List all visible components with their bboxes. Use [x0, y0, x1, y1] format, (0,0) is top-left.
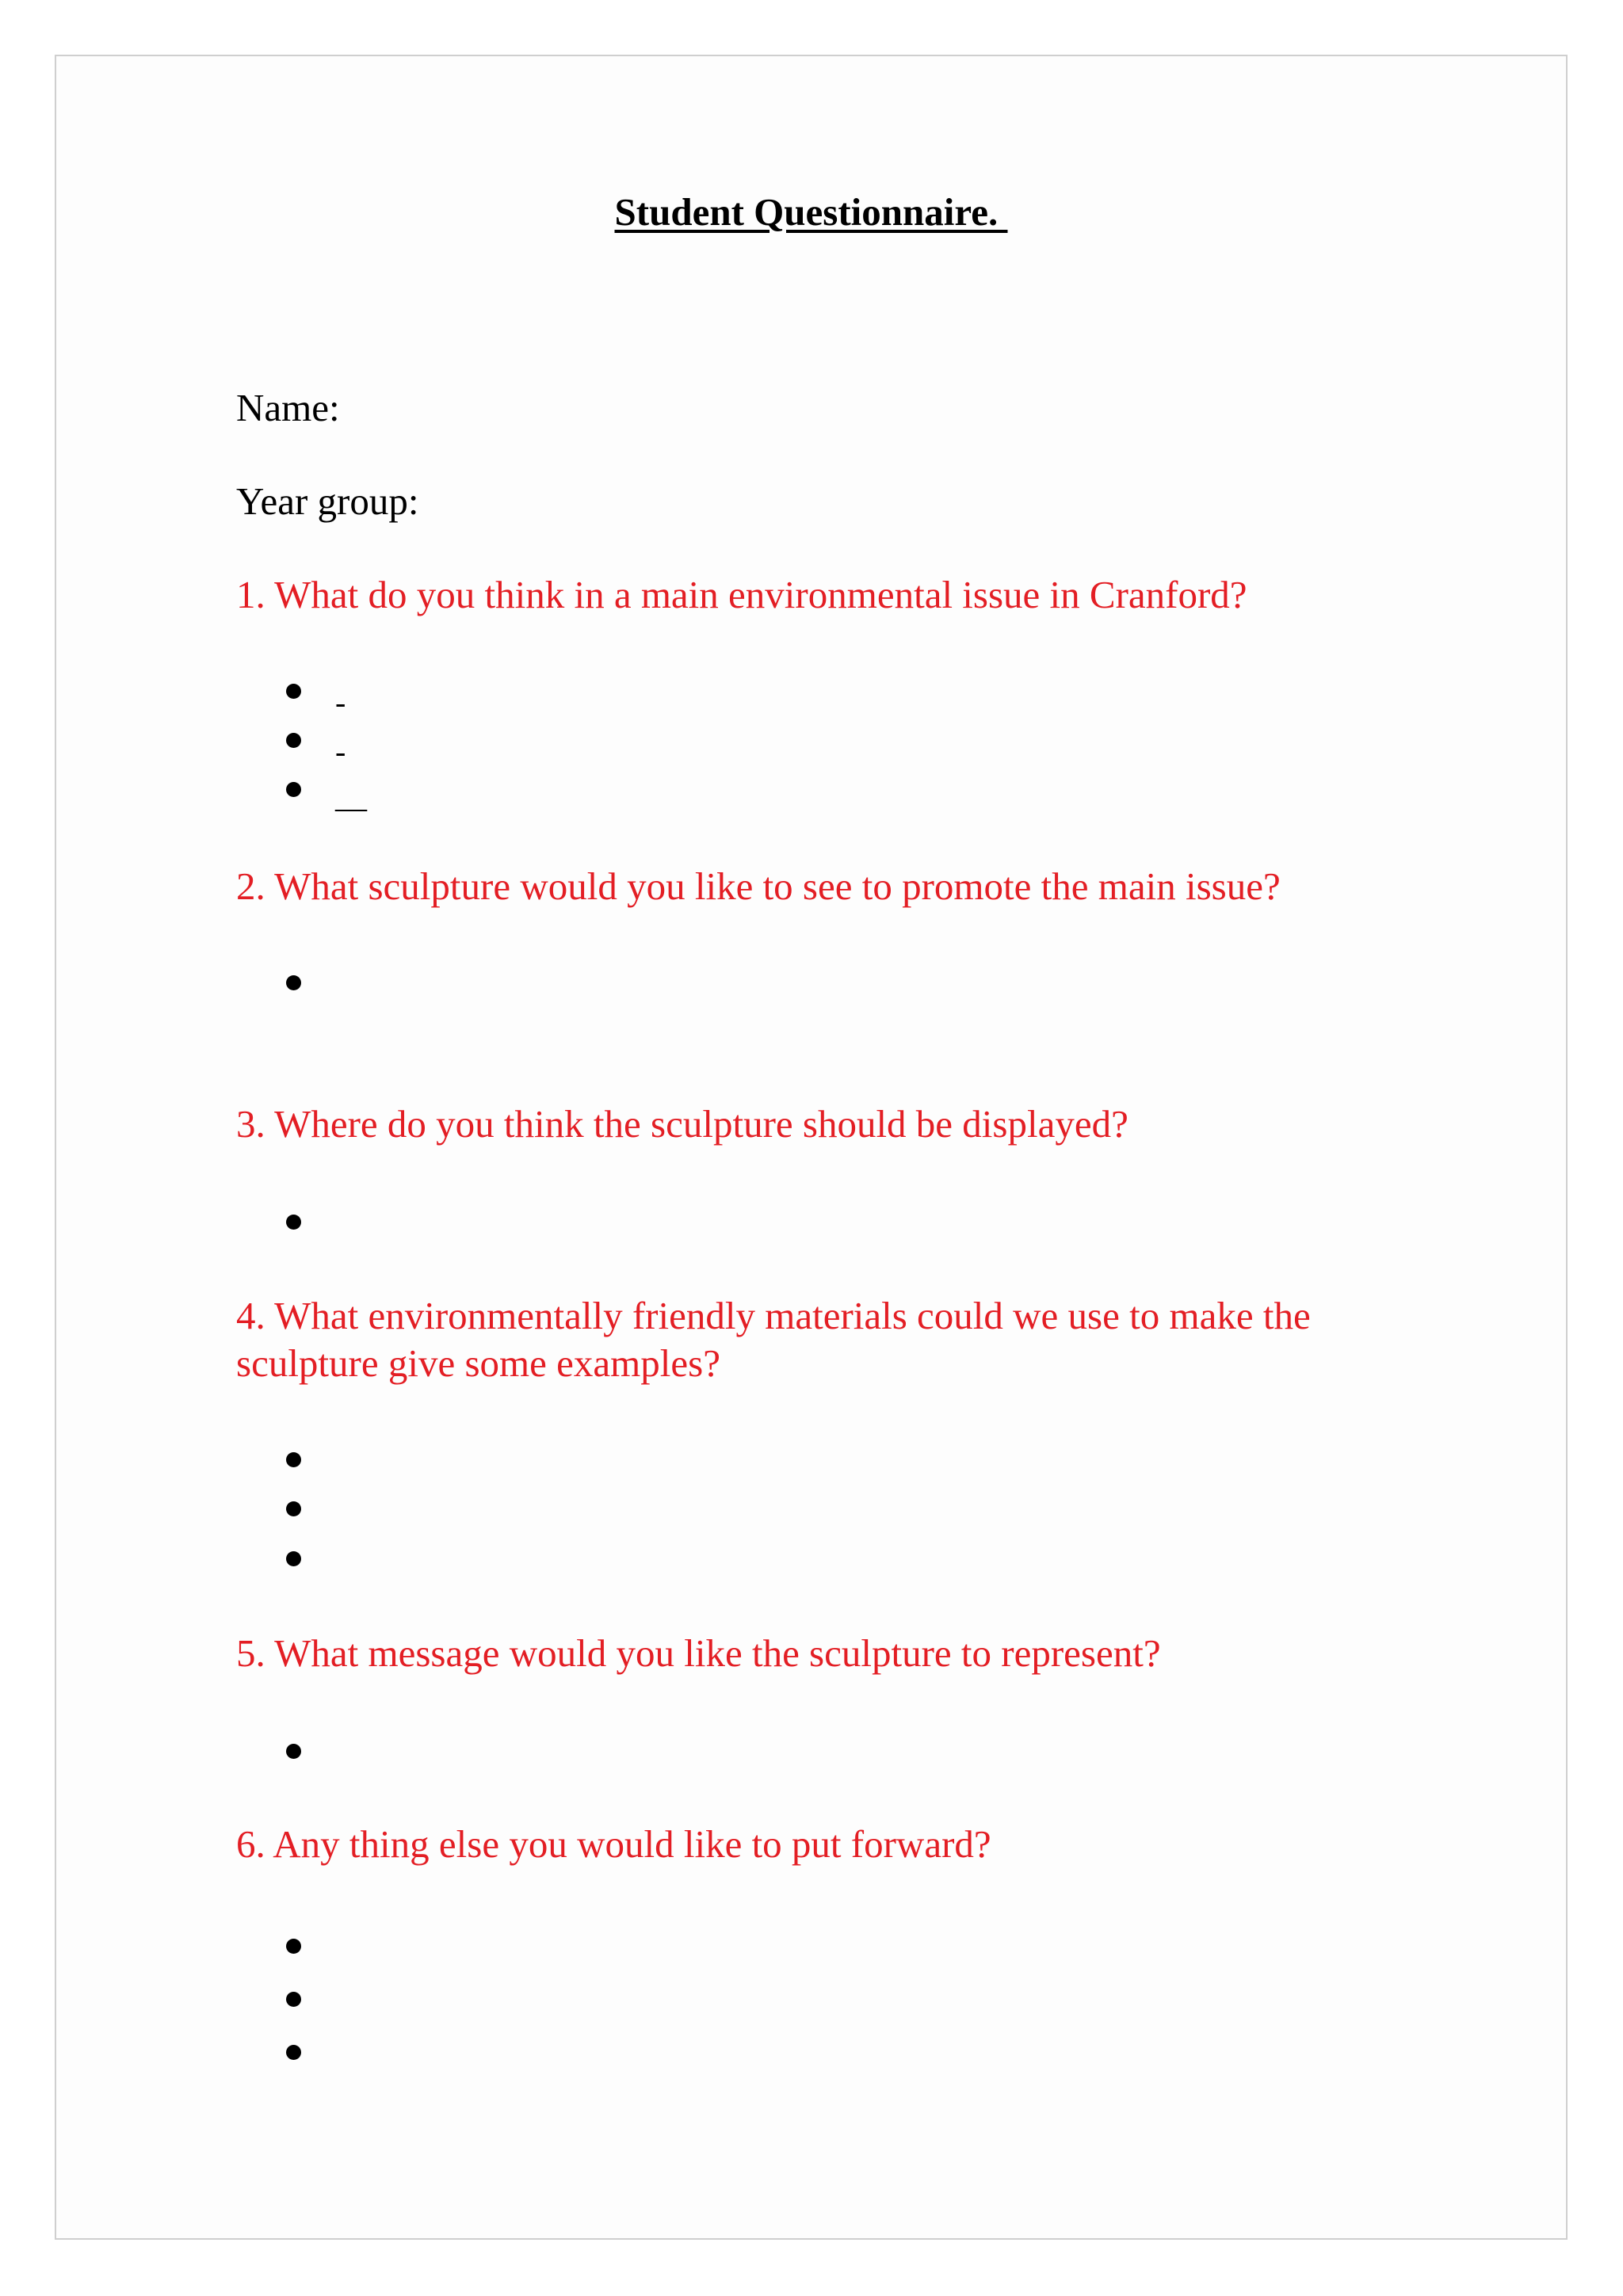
question-1-answer-2: -: [335, 734, 346, 769]
question-2: 2. What sculpture would you like to see to promote the main issue?: [236, 864, 1281, 908]
question-1-answer-1: -: [335, 685, 346, 720]
question-6-bullet-2: [286, 1992, 301, 2007]
year-group-label: Year group:: [236, 479, 419, 523]
question-5-bullet-1: [286, 1744, 301, 1759]
question-1-bullet-1: [286, 684, 301, 699]
question-3-bullet-1: [286, 1215, 301, 1230]
document-page: [55, 55, 1568, 2240]
document-body: [56, 56, 1566, 2238]
question-1: 1. What do you think in a main environmental issue in Cranford?: [236, 573, 1247, 616]
question-6-bullet-1: [286, 1939, 301, 1954]
question-6-bullet-3: [286, 2045, 301, 2060]
question-4-bullet-2: [286, 1501, 301, 1516]
question-5: 5. What message would you like the sculpture to represent?: [236, 1631, 1161, 1675]
question-4-bullet-1: [286, 1452, 301, 1467]
question-4: 4. What environmentally friendly materials could we use to make the sculpture give some examples?: [236, 1294, 1311, 1385]
question-1-bullet-2: [286, 733, 301, 748]
question-6: 6. Any thing else you would like to put forward?: [236, 1822, 991, 1866]
question-1-bullet-3: [286, 782, 301, 797]
question-4-bullet-3: [286, 1551, 301, 1566]
page-title: Student Questionnaire.: [614, 190, 1008, 234]
question-3: 3. Where do you think the sculpture should be displayed?: [236, 1102, 1128, 1146]
question-2-bullet-1: [286, 975, 301, 990]
name-label: Name:: [236, 386, 340, 429]
question-1-answer-3: __: [335, 779, 367, 814]
